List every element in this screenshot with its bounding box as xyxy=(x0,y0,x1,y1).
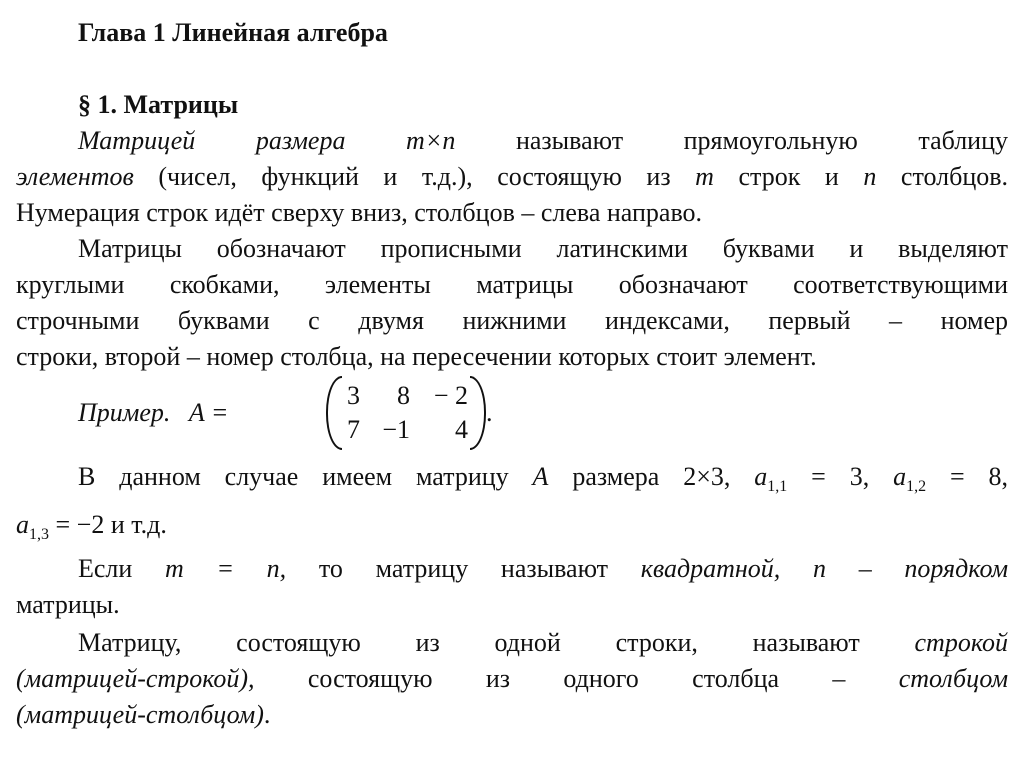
matrix-size: 2×3, xyxy=(683,462,731,491)
p4-line-2: матрицы. xyxy=(16,590,120,619)
text: Если xyxy=(78,554,133,583)
term-matrix-size: Матрицей размера xyxy=(78,126,346,155)
p2-line-2: круглыми скобками, элементы матрицы обозначают соответствующими xyxy=(16,270,1008,299)
term-column: столбцом xyxy=(898,664,1009,693)
example-label-group xyxy=(78,396,228,430)
term-elements: элементов xyxy=(16,162,134,191)
term-order: порядком xyxy=(904,554,1009,583)
text: Матрицу, xyxy=(78,628,182,657)
text: называют прямоугольную таблицу xyxy=(515,126,1008,155)
p4-line-1 xyxy=(78,552,1008,586)
p5-line-3 xyxy=(16,698,1008,732)
p1-line-2 xyxy=(16,160,1008,194)
subscript: 1,1 xyxy=(767,478,788,495)
p2-line-4: строки, второй – номер столбца, на пересечении которых стоит элемент. xyxy=(16,342,817,371)
p1-line-1 xyxy=(78,124,1008,158)
value: = 8, xyxy=(949,462,1009,491)
text: состоящую xyxy=(307,664,433,693)
p5-line-1 xyxy=(78,626,1008,660)
element-a13 xyxy=(16,510,105,543)
text: состоящую xyxy=(236,628,361,657)
matrix-cell: 3 xyxy=(347,381,360,410)
chapter-title: Глава 1 Линейная алгебра xyxy=(78,18,388,47)
matrix-cell: 8 xyxy=(397,381,410,410)
math-a: a xyxy=(893,462,907,491)
example-matrix xyxy=(78,376,493,450)
element-a12 xyxy=(893,462,1009,495)
text: из одного xyxy=(485,664,639,693)
text: В данном случае имеем матрицу xyxy=(78,462,509,491)
math-a: a xyxy=(754,462,768,491)
math-n: n xyxy=(813,554,826,583)
element-a11 xyxy=(754,462,870,495)
example-end: . xyxy=(486,398,493,427)
text: строк и xyxy=(738,162,839,191)
math-mxn: m×n xyxy=(406,126,456,155)
math-condition: m = n, xyxy=(165,554,287,583)
text: размера xyxy=(572,462,660,491)
text: и т.д. xyxy=(110,510,167,539)
text: из одной строки, называют xyxy=(415,628,860,657)
example-label: Пример. xyxy=(78,398,171,427)
text: (чисел, функций и т.д.), состоящую из xyxy=(158,162,671,191)
p2-line-1: Матрицы обозначают прописными латинскими буквами и выделяют xyxy=(78,234,1008,263)
example-lhs: A = xyxy=(188,398,229,427)
p5-line-2 xyxy=(16,662,1008,696)
dash: – xyxy=(858,554,872,583)
text: столбца – xyxy=(692,664,846,693)
section-title: § 1. Матрицы xyxy=(78,90,239,119)
term-row-matrix: (матрицей-строкой), xyxy=(16,664,255,693)
p1-line-3: Нумерация строк идёт сверху вниз, столбцов – слева направо. xyxy=(16,198,703,227)
p3-line-2 xyxy=(16,508,1008,552)
text: то матрицу называют xyxy=(318,554,609,583)
term-column-matrix: (матрицей-столбцом) xyxy=(16,700,264,729)
value: = −2 xyxy=(55,510,105,539)
matrix-cell: − 2 xyxy=(433,381,468,410)
p3-line-1 xyxy=(78,460,1008,504)
matrix-cell: 7 xyxy=(347,415,360,444)
value: = 3, xyxy=(811,462,870,491)
subscript: 1,3 xyxy=(29,526,49,543)
matrix-cell: −1 xyxy=(382,415,410,444)
math-A: A xyxy=(532,462,549,491)
math-n: n xyxy=(863,162,877,191)
text: столбцов. xyxy=(900,162,1009,191)
term-square: квадратной, xyxy=(640,554,781,583)
math-m: m xyxy=(695,162,714,191)
term-row: строкой xyxy=(914,628,1009,657)
p2-line-3: строчными буквами с двумя нижними индексами, первый – номер xyxy=(16,306,1008,335)
subscript: 1,2 xyxy=(906,478,927,495)
math-a: a xyxy=(16,510,29,539)
text: . xyxy=(263,700,271,729)
right-paren xyxy=(470,376,486,450)
matrix-cell: 4 xyxy=(455,415,468,444)
